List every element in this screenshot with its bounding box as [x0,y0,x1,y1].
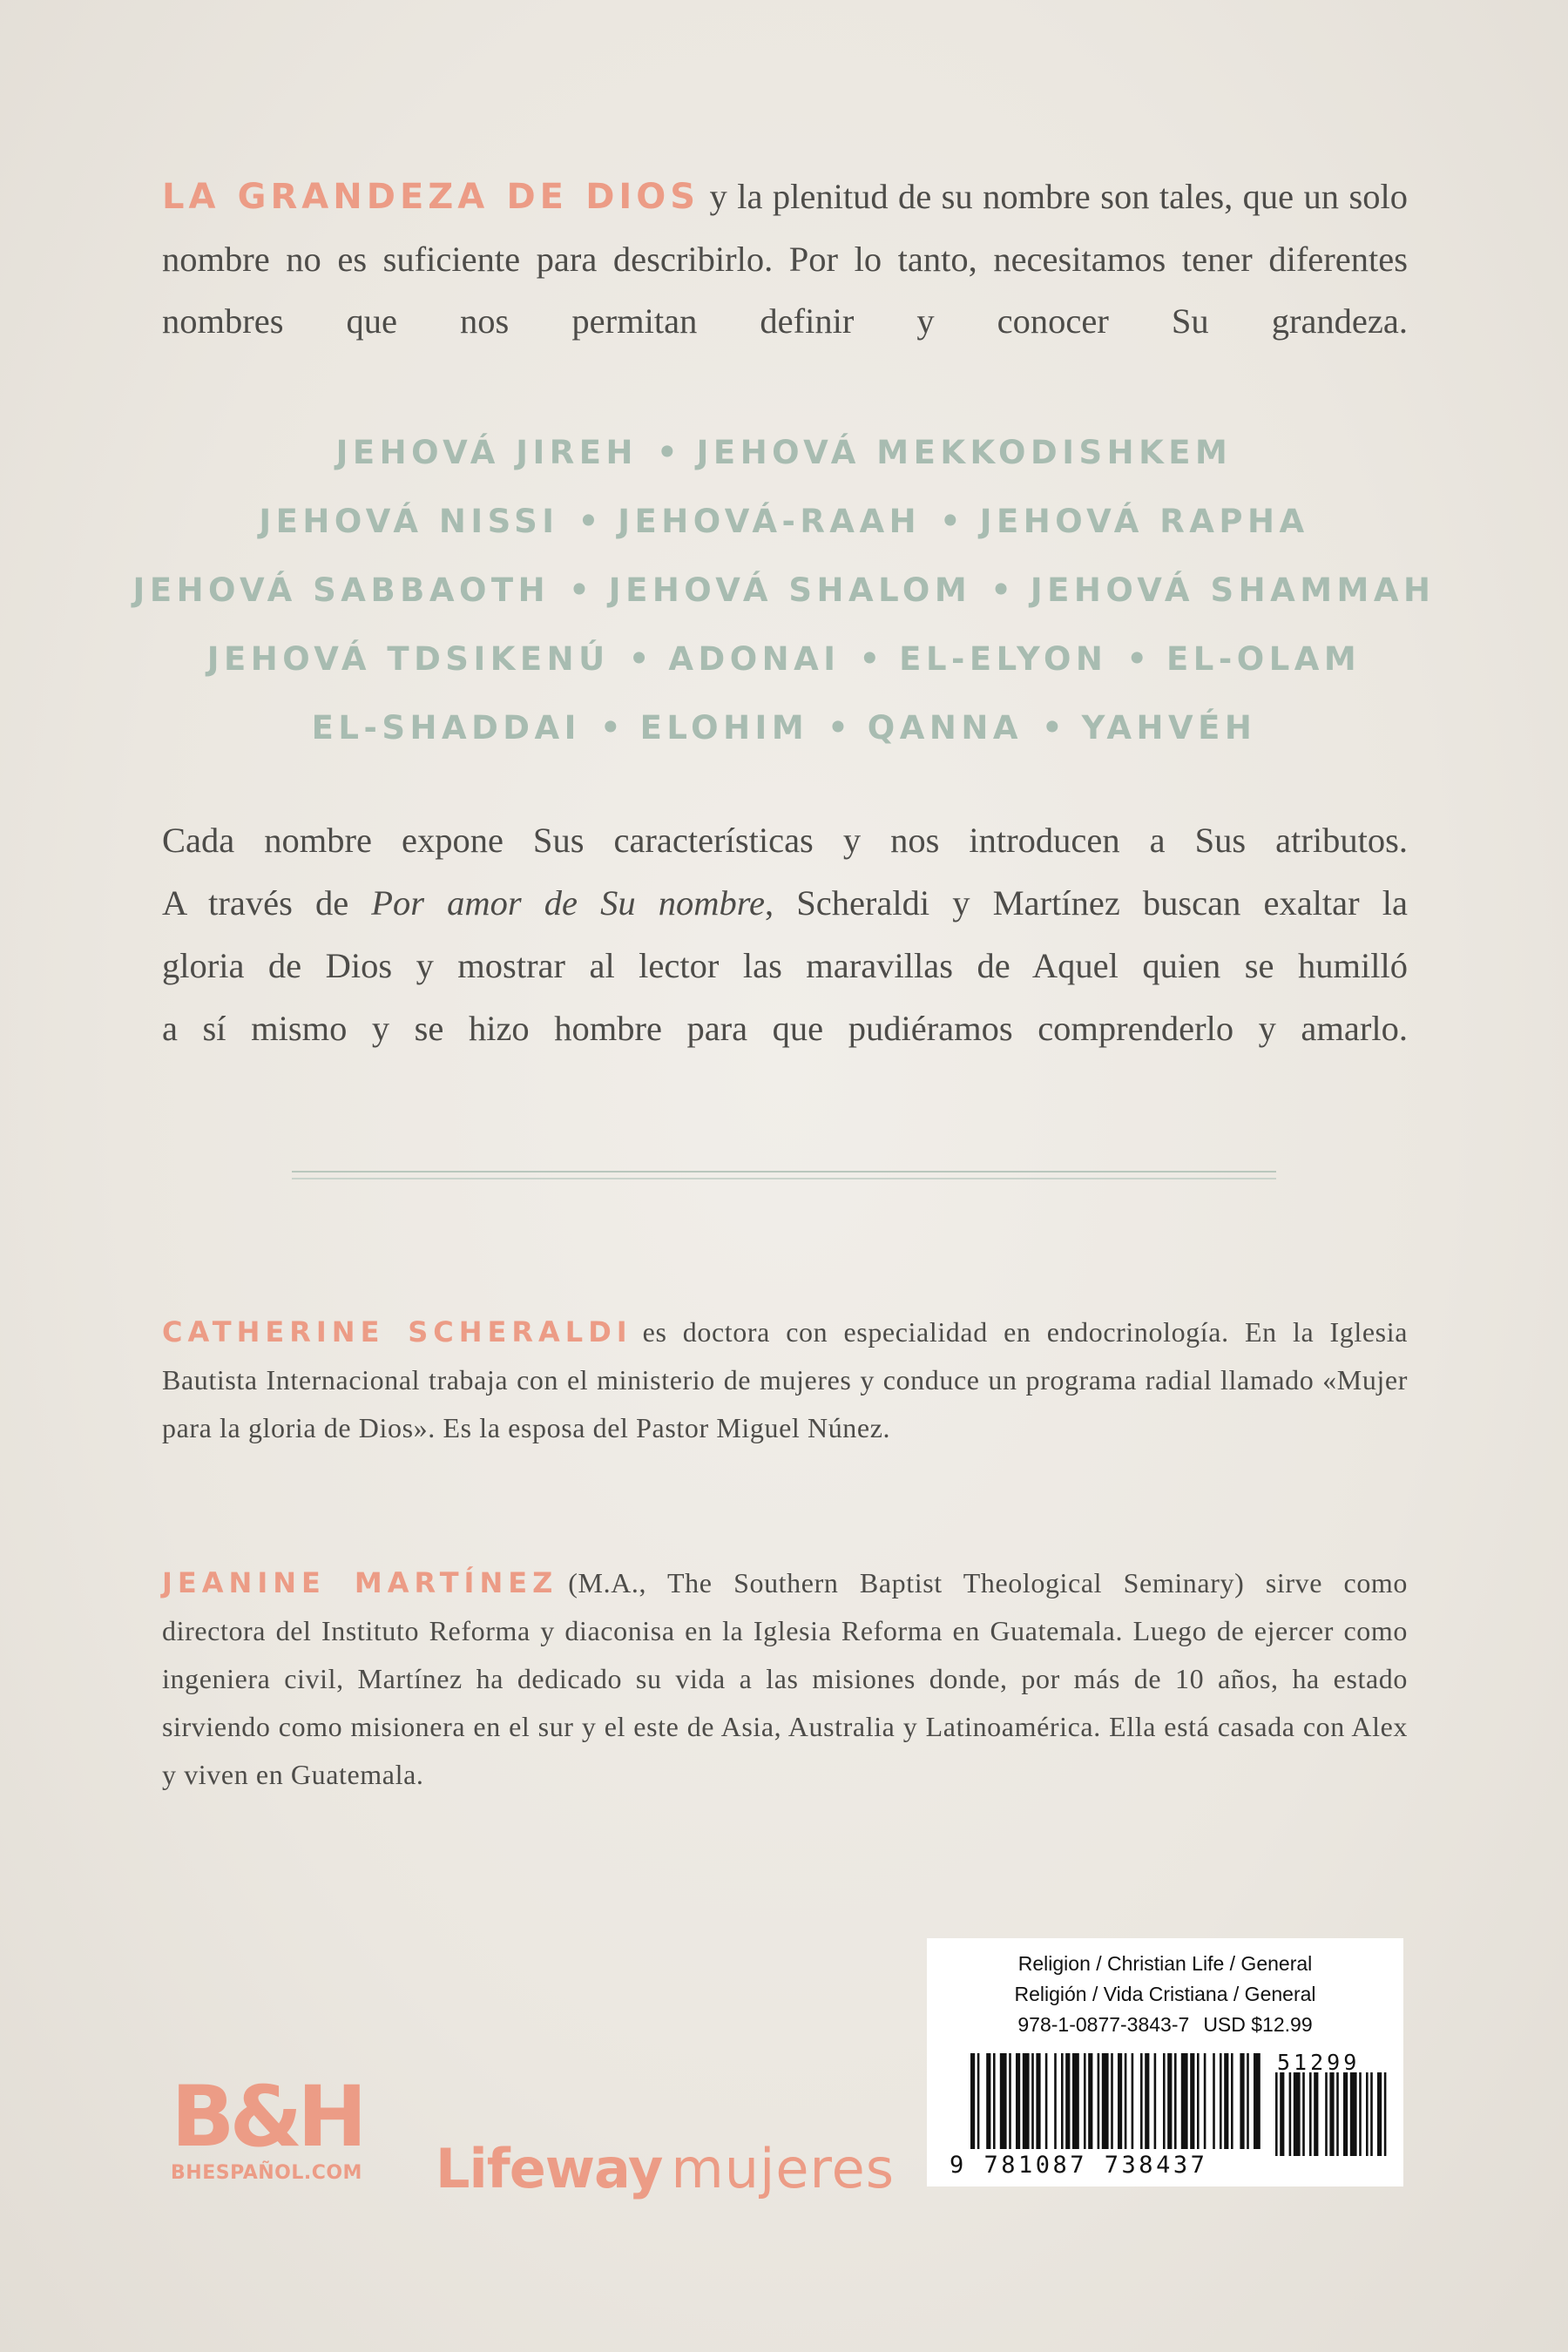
description-text: , Scheraldi y Martínez buscan exaltar la [764,883,1408,923]
names-line [87,625,1481,693]
barcode-bar [1254,2053,1260,2149]
section-divider [292,1171,1276,1179]
price: USD $12.99 [1203,2013,1313,2036]
name-of-god: JEHOVÁ TDSIKENÚ [206,640,610,678]
barcode-addon-bar [1384,2072,1387,2156]
name-of-god: QANNA [867,709,1023,747]
barcode-bar [970,2053,975,2149]
barcode-addon-bar [1343,2072,1348,2156]
separator-dot: • [1126,640,1148,678]
barcode-addon-bar [1377,2072,1382,2156]
mujeres-wordmark: mujeres [671,2137,896,2200]
names-line [87,487,1481,556]
category-english: Religion / Christian Life / General [1017,1952,1313,1975]
author-bio-text: (M.A., The Southern Baptist Theological Seminary) sirve como directora del Instituto Reforma y diaconisa en la Iglesia Reforma en Guatemala. Luego de ejercer como ingeniera civil, Martínez ha dedicado su vida a las misiones donde, por más de 10 años, ha estado sirviendo como misionera en el sur y el este de Asia, Australia y Latinoamérica. Ella está casada con Alex y viven en Guatemala. [162,1567,1409,1790]
barcode-bar [1204,2053,1206,2149]
separator-dot: • [940,503,961,540]
separator-dot: • [990,571,1011,609]
price-code: 51299 [1277,2050,1361,2075]
author-name: CATHERINE SCHERALDI [162,1315,632,1348]
name-of-god: JEHOVÁ NISSI [259,503,559,540]
barcode-bar [1132,2053,1134,2149]
isbn: 978-1-0877-3843-7 [1017,2013,1190,2036]
barcode-bar [1140,2053,1143,2149]
barcode-addon-bar [1350,2072,1357,2156]
barcode-addon-bar [1302,2072,1305,2156]
description-line: a sí mismo y se hizo hombre para que pudiéramos comprenderlo y amarlo. [162,1009,1408,1048]
bio-catherine-scheraldi [162,1308,1408,1452]
barcode-addon-bar [1314,2072,1318,2156]
bh-logo-mark: B&H [171,2068,362,2166]
barcode-bar [1145,2053,1149,2149]
description-line [162,872,1408,935]
barcode-addon-bar [1359,2072,1362,2156]
names-line [87,418,1481,487]
name-of-god: EL-SHADDAI [311,709,581,747]
bio-jeanine-martinez [162,1559,1408,1799]
barcode-bar [1023,2053,1030,2149]
name-of-god: JEHOVÁ JIREH [335,434,638,471]
barcode-bar [1061,2053,1064,2149]
barcode-bar [1031,2053,1034,2149]
barcode-bar [1088,2053,1092,2149]
separator-dot: • [859,640,881,678]
barcode-bar [1098,2053,1100,2149]
separator-dot: • [578,503,599,540]
barcode-addon-bar [1366,2072,1369,2156]
author-bio-text: es doctora con especialidad en endocrinología. En la Iglesia Bautista Internacional trabaja con el ministerio de mujeres y conduce un programa radial llamado «Mujer para la gloria de Dios». Es la esposa del Pastor Miguel Núnez. [162,1316,1409,1443]
barcode-bar [1231,2053,1233,2149]
separator-dot: • [828,709,848,747]
barcode-bar [1240,2053,1244,2149]
barcode-bar [986,2053,990,2149]
intro-lead: LA GRANDEZA DE DIOS [162,177,700,217]
barcode-bar [1190,2053,1194,2149]
barcode-bar [1102,2053,1109,2149]
category-spanish: Religión / Vida Cristiana / General [1014,1983,1316,2005]
barcode-bar [1000,2053,1007,2149]
separator-dot: • [599,709,621,747]
barcode-bar [1197,2053,1200,2149]
name-of-god: ADONAI [668,640,841,678]
barcode-bar [1054,2053,1057,2149]
lifeway-wordmark: Lifeway [436,2137,663,2200]
barcode-label [927,1938,1403,2186]
barcode-digits: 9 781087 738437 [950,2152,1208,2179]
barcode-bar [1084,2053,1086,2149]
barcode-bar [1118,2053,1122,2149]
barcode-bar [1181,2053,1188,2149]
barcode-bar [1111,2053,1113,2149]
lifeway-mujeres-logo [436,2134,895,2204]
intro-text: y la plenitud de su nombre son tales, que un solo nombre no es suficiente para describirlo. Por lo tanto, necesitamos tener diferentes nombres que nos permitan definir y conocer Su grandeza. [162,177,1408,341]
bh-website: BHESPAÑOL.COM [171,2162,362,2184]
separator-dot: • [657,434,678,471]
barcode-addon-bar [1370,2072,1373,2156]
barcode-bar [1247,2053,1249,2149]
name-of-god: JEHOVÁ SABBAOTH [132,571,551,609]
barcode-bar [1174,2053,1177,2149]
name-of-god: ELOHIM [639,709,809,747]
isbn-price-line [927,2010,1403,2040]
barcode-bar [1163,2053,1166,2149]
name-of-god: JEHOVÁ RAPHA [979,503,1309,540]
barcode-bar [1045,2053,1048,2149]
names-line [87,556,1481,625]
name-of-god: JEHOVÁ MEKKODISHKEM [696,434,1233,471]
barcode-addon-bar [1275,2072,1278,2156]
barcode-bar [1065,2053,1070,2149]
description-text: A través de [162,883,372,923]
name-of-god: EL-OLAM [1166,640,1362,678]
barcode-bar [1125,2053,1127,2149]
barcode-addon-bar [1309,2072,1312,2156]
name-of-god: JEHOVÁ SHALOM [608,571,972,609]
bh-publisher-logo [162,2068,371,2190]
barcode-bar [1154,2053,1157,2149]
barcode-bar [977,2053,980,2149]
barcode-addon-bar [1325,2072,1328,2156]
names-of-god-block [87,418,1481,762]
barcode-bar [1009,2053,1011,2149]
name-of-god: YAHVÉH [1081,709,1257,747]
barcode-addon-bar [1280,2072,1284,2156]
book-title: Por amor de Su nombre [371,883,765,923]
barcode-addon-bar [1336,2072,1339,2156]
description-line: gloria de Dios y mostrar al lector las maravillas de Aquel quien se humilló [162,946,1408,985]
barcode-bar [993,2053,996,2149]
intro-paragraph [162,166,1408,352]
description-line: Cada nombre expone Sus características y nos introducen a Sus atributos. [162,821,1408,860]
name-of-god: JEHOVÁ SHAMMAH [1030,571,1436,609]
barcode-bar [1072,2053,1079,2149]
names-line [87,693,1481,762]
barcode-bar [1016,2053,1020,2149]
barcode-bar [1224,2053,1228,2149]
name-of-god: JEHOVÁ-RAAH [618,503,922,540]
name-of-god: EL-ELYON [899,640,1108,678]
barcode-bar [1220,2053,1222,2149]
separator-dot: • [569,571,590,609]
separator-dot: • [1041,709,1063,747]
barcode-bar [1167,2053,1172,2149]
barcode-addon-bar [1294,2072,1301,2156]
barcode-bar [1036,2053,1040,2149]
description-paragraph [162,809,1408,1060]
barcode-bar [1213,2053,1215,2149]
author-name: JEANINE MARTÍNEZ [162,1566,558,1599]
barcode-addon-bar [1329,2072,1334,2156]
separator-dot: • [628,640,650,678]
barcode-addon-bar [1289,2072,1292,2156]
